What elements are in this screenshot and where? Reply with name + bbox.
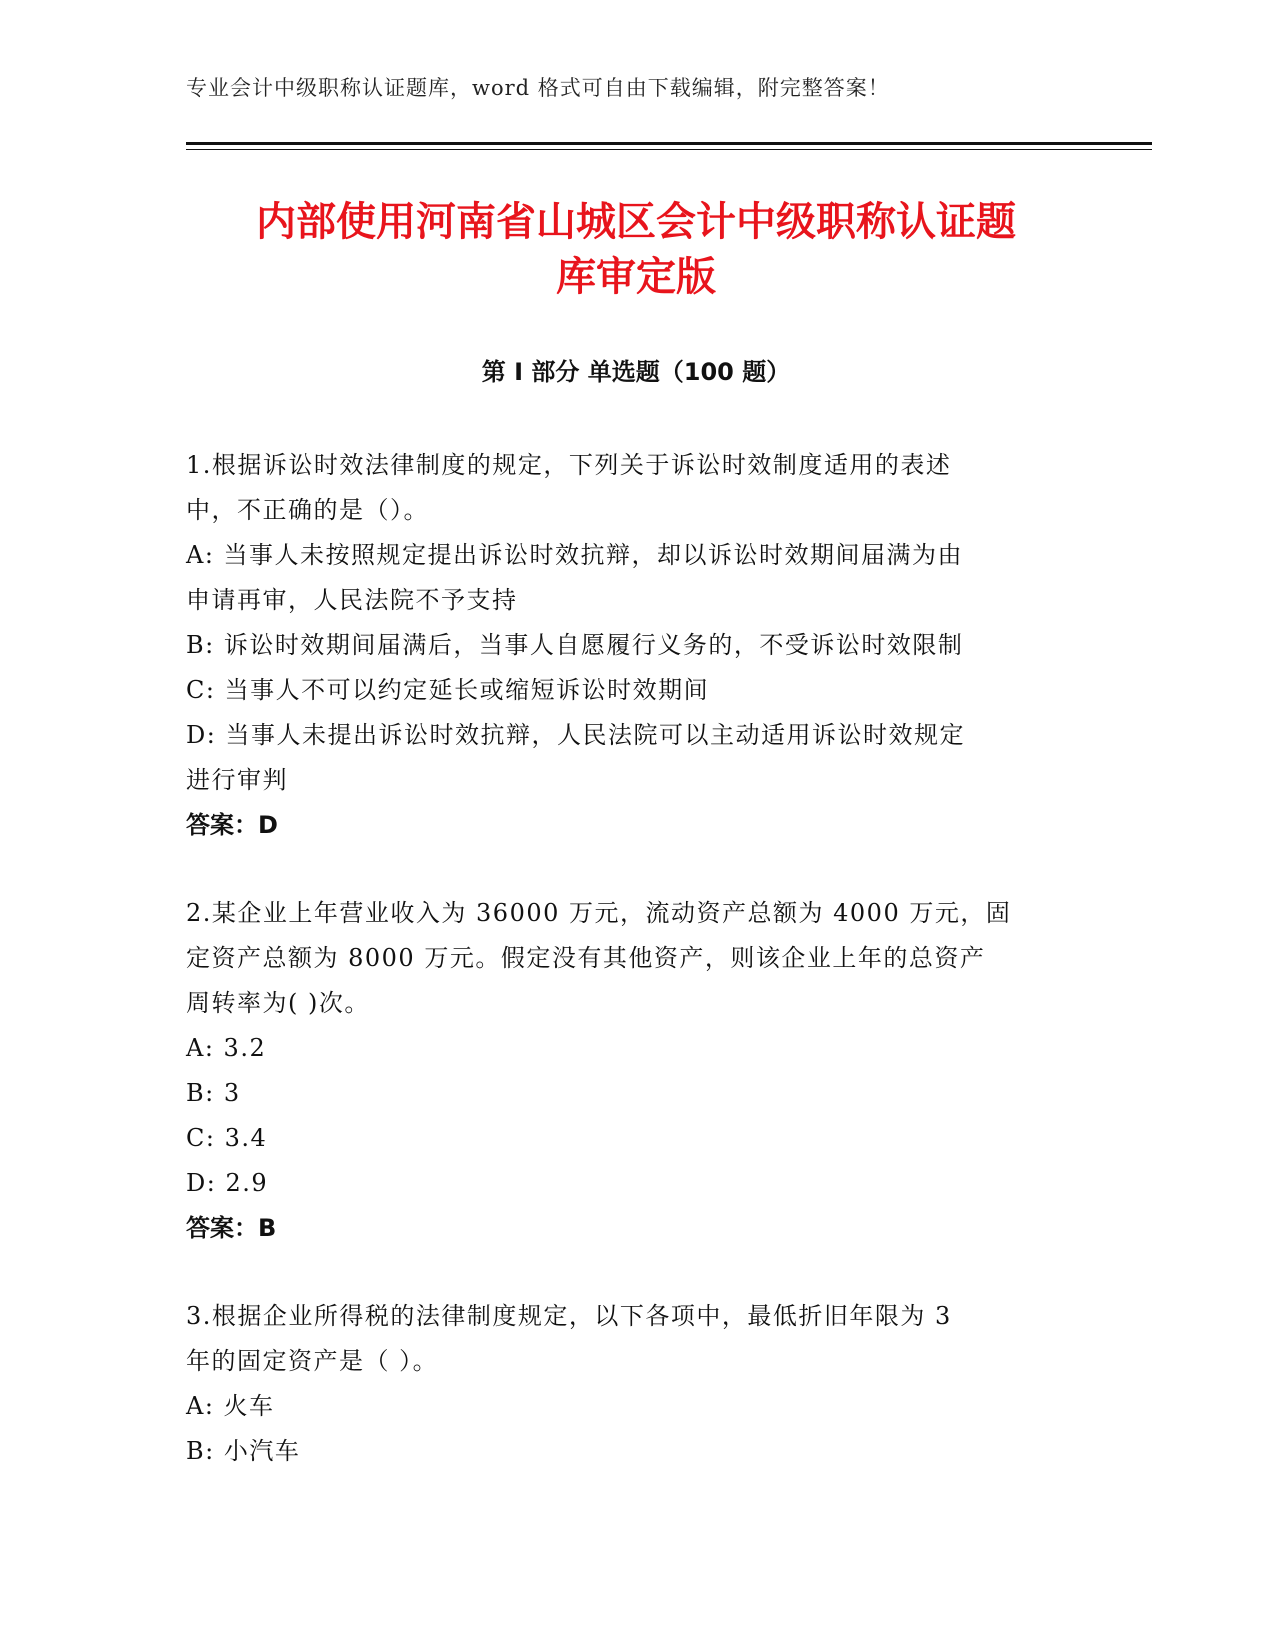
option-a: A: 当事人未按照规定提出诉讼时效抗辩，却以诉讼时效期间届满为由 (186, 541, 964, 569)
option-a: A: 3.2 (186, 1034, 267, 1062)
question-2 (186, 891, 1086, 1251)
question-stem-line: 定资产总额为 8000 万元。假定没有其他资产，则该企业上年的总资产 (186, 944, 986, 972)
option-b: B: 小汽车 (186, 1437, 301, 1465)
question-stem-line: 年的固定资产是（ ）。 (186, 1347, 439, 1375)
header-rule-thin (186, 149, 1152, 150)
question-stem-line: 1.根据诉讼时效法律制度的规定，下列关于诉讼时效制度适用的表述 (186, 451, 952, 479)
option-a-continued: 申请再审，人民法院不予支持 (186, 586, 518, 614)
option-d: D: 2.9 (186, 1169, 269, 1197)
question-stem-line: 3.根据企业所得税的法律制度规定，以下各项中，最低折旧年限为 3 (186, 1302, 952, 1330)
option-b: B: 3 (186, 1079, 241, 1107)
answer-label: 答案：D (186, 811, 278, 839)
header-note: 专业会计中级职称认证题库，word 格式可自由下载编辑，附完整答案！ (186, 76, 890, 100)
option-a: A: 火车 (186, 1392, 275, 1420)
question-stem-line: 2.某企业上年营业收入为 36000 万元，流动资产总额为 4000 万元，固 (186, 899, 1012, 927)
option-d: D: 当事人未提出诉讼时效抗辩，人民法院可以主动适用诉讼时效规定 (186, 721, 965, 749)
option-b: B: 诉讼时效期间届满后，当事人自愿履行义务的，不受诉讼时效限制 (186, 631, 964, 659)
document-title-line: 库审定版 (556, 254, 716, 300)
answer-label: 答案：B (186, 1214, 277, 1242)
header-rule-thick (186, 142, 1152, 145)
question-stem-line: 中，不正确的是（）。 (186, 496, 429, 524)
question-list (186, 443, 1086, 1517)
document-title (186, 195, 1086, 305)
question-stem-line: 周转率为( )次。 (186, 989, 370, 1017)
question-3 (186, 1294, 1086, 1474)
option-c: C: 当事人不可以约定延长或缩短诉讼时效期间 (186, 676, 710, 704)
question-1 (186, 443, 1086, 848)
option-c: C: 3.4 (186, 1124, 268, 1152)
document-title-line: 内部使用河南省山城区会计中级职称认证题 (256, 199, 1016, 245)
option-d-continued: 进行审判 (186, 766, 288, 794)
section-title: 第 I 部分 单选题（100 题） (481, 358, 791, 386)
